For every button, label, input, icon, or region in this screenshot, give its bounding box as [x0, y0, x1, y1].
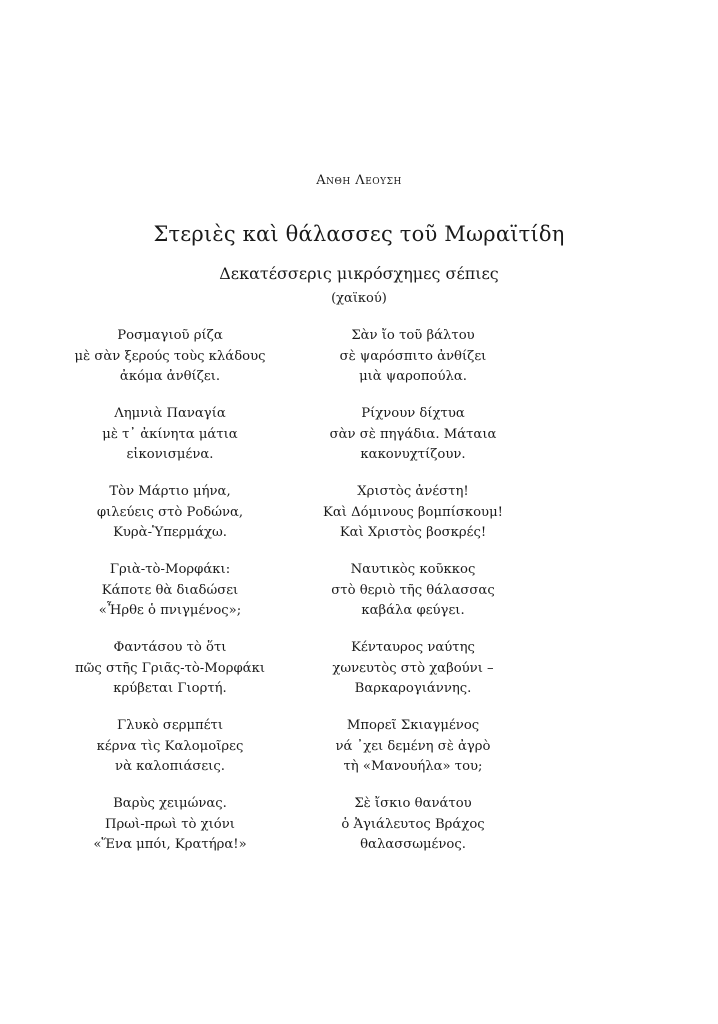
verse-line: Κυρὰ-Ὑπερμάχω. [113, 525, 227, 540]
verse-line: σὲ ψαρόσπιτο ἀνθίζει [339, 348, 487, 364]
verse-line: μὲ σὰν ξερούς τοὺς κλάδους [74, 348, 266, 364]
verse-line: Γριὰ-τὸ-Μορφάκι: [109, 562, 231, 577]
left-column [50, 326, 290, 872]
verse-line: Βαρὺς χειμώνας. [113, 796, 227, 811]
stanza [293, 326, 533, 404]
verse-line: ὁ Ἀγιάλευτος Βράχος [341, 816, 485, 832]
verse-line: Μπορεῖ Σκιαγμένος [346, 718, 480, 733]
verse-line: νὰ καλοπιάσεις. [115, 759, 225, 774]
author-name: Ανθη Λεουση [316, 173, 402, 188]
stanza [50, 638, 290, 716]
stanza [293, 638, 533, 716]
stanza [293, 794, 533, 872]
verse-line: Βαρκαρογιάννης. [354, 681, 472, 696]
stanza [50, 794, 290, 872]
verse-line: Γλυκὸ σερμπέτι [116, 718, 224, 733]
stanza [50, 404, 290, 482]
verse-line: Τὸν Μάρτιο μήνα, [109, 484, 231, 499]
verse-line: πῶς στῆς Γριᾶς-τὸ-Μορφάκι [74, 660, 266, 676]
verse-line: Καὶ Χριστὸς βοσκρές! [339, 525, 487, 540]
stanza [293, 716, 533, 794]
stanza [293, 482, 533, 560]
verse-line: στὸ θεριὸ τῆς θάλασσας [331, 582, 495, 598]
verse-line: Φαντάσου τὸ ὅτι [113, 640, 227, 655]
verse-line: κακονυχτίζουν. [360, 447, 466, 462]
verse-line: μιὰ ψαροπούλα. [359, 369, 467, 384]
right-column [293, 326, 533, 872]
verse-line: Σὲ ἴσκιο θανάτου [354, 796, 472, 811]
verse-line: «Ἕνα μπόι, Κρατήρα!» [93, 837, 247, 852]
verse-line: Ρίχνουν δίχτυα [361, 406, 465, 421]
verse-line: Ναυτικὸς κοῦκκος [350, 562, 476, 577]
verse-line: εἰκονισμένα. [126, 447, 214, 462]
verse-line: τὴ «Μανουήλα» του; [343, 759, 483, 774]
verse-line: Χριστὸς ἀνέστη! [357, 484, 469, 499]
stanza [50, 716, 290, 794]
verse-line: καβάλα φεύγει. [361, 603, 465, 618]
verse-line: Ροσμαγιοῦ ρίζα [117, 328, 223, 343]
stanza [50, 560, 290, 638]
poem-subtitle: Δεκατέσσερις μικρόσχημες σέπιες [219, 264, 499, 283]
stanza [50, 482, 290, 560]
verse-line: Λημνιὰ Παναγία [114, 406, 226, 421]
form-note: (χαϊκού) [331, 291, 387, 306]
verse-line: Κάποτε θὰ διαδώσει [101, 582, 239, 598]
verse-line: φιλεύεις στὸ Ροδώνα, [96, 504, 244, 520]
verse-line: κέρνα τὶς Καλομοῖρες [96, 738, 244, 754]
verse-line: Πρωὶ-πρωὶ τὸ χιόνι [105, 816, 235, 832]
verse-line: κρύβεται Γιορτή. [113, 681, 227, 696]
stanza [293, 560, 533, 638]
verse-line: Καὶ Δόμινους βομπίσκουμ! [323, 504, 503, 520]
verse-line: Σὰν ἴο τοῦ βάλτου [351, 328, 475, 343]
verse-line: «Ἦρθε ὁ πνιγμένος»; [98, 603, 242, 618]
verse-line: Κένταυρος ναύτης [351, 640, 475, 655]
verse-line: νά ᾿χει δεμένη σὲ ἀγρὸ [335, 738, 491, 754]
stanza [293, 404, 533, 482]
poem-title: Στεριὲς καὶ θάλασσες τοῦ Μωραϊτίδη [153, 222, 565, 246]
verse-line: μὲ τ᾿ ἀκίνητα μάτια [102, 426, 238, 442]
verse-line: θαλασσωμένος. [360, 837, 466, 852]
verse-line: σὰν σὲ πηγάδια. Μάταια [329, 426, 497, 442]
verse-line: ἀκόμα ἀνθίζει. [119, 369, 221, 384]
stanza [50, 326, 290, 404]
verse-line: χωνευτὸς στὸ χαβούνι – [332, 660, 494, 676]
